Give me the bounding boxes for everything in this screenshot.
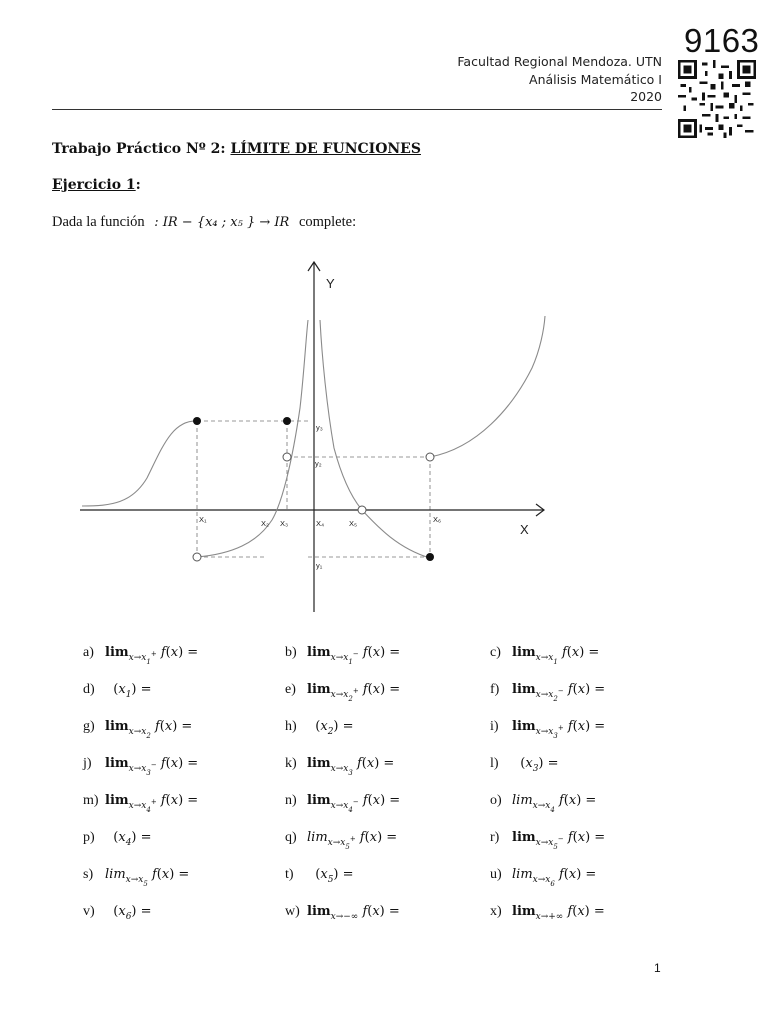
closed-point-x6 bbox=[426, 553, 434, 561]
exercise-item-d: d) $(x_1)$ = bbox=[83, 682, 152, 700]
practice-title bbox=[52, 141, 421, 157]
exercise-item-q: q) $\lim_{x\to x_5^+} f(x)$ = bbox=[285, 830, 398, 851]
exercise-heading bbox=[52, 177, 141, 193]
function-domain: : IR − {x₄ ; x₅ } → IR bbox=[154, 215, 290, 230]
open-point-x1 bbox=[193, 553, 201, 561]
exercise-item-u: u) $\lim_{x\to x_6} f(x)$ = bbox=[490, 867, 597, 888]
exercise-item-v: v) $(x_6)$ = bbox=[83, 904, 152, 922]
axis-label-x: X bbox=[520, 522, 529, 537]
x-label-3: X₃ bbox=[280, 519, 289, 528]
exercise-item-l: l) $(x_3)$ = bbox=[490, 756, 559, 774]
exercise-item-a: a) $\lim_{x\to x_1^+} f(x)$ = bbox=[83, 645, 199, 666]
y-label-1: y₁ bbox=[316, 561, 323, 570]
exercise-item-w: w) $\lim_{x\to-\infty} f(x)$ = bbox=[285, 904, 400, 922]
open-point-x3 bbox=[283, 453, 291, 461]
intro-text: Dada la función bbox=[52, 214, 145, 230]
exercise-item-p: p) $(x_4)$ = bbox=[83, 830, 152, 848]
axis-label-y: Y bbox=[326, 276, 335, 291]
closed-point-x3 bbox=[283, 417, 291, 425]
curve-center-right bbox=[320, 320, 362, 510]
header-divider bbox=[52, 109, 662, 110]
curve-lower bbox=[197, 320, 308, 557]
x-label-6: X₆ bbox=[433, 515, 442, 524]
curve-dip bbox=[362, 510, 430, 558]
exercise-item-h: h) $(x_2)$ = bbox=[285, 719, 354, 737]
exercise-item-c: c) $\lim_{x\to x_1} f(x)$ = bbox=[490, 645, 600, 666]
exercise-item-j: j) $\lim_{x\to x_3^-} f(x)$ = bbox=[83, 756, 199, 777]
exercise-item-o: o) $\lim_{x\to x_4} f(x)$ = bbox=[490, 793, 597, 814]
document-number: 9163 bbox=[684, 22, 760, 59]
intro-complete: complete: bbox=[298, 214, 357, 230]
course-year: 2020 bbox=[630, 89, 662, 104]
x-label-1: X₁ bbox=[199, 515, 207, 524]
exercise-item-g: g) $\lim_{x\to x_2} f(x)$ = bbox=[83, 719, 193, 740]
function-graph bbox=[72, 258, 552, 616]
exercise-item-x: x) $\lim_{x\to+\infty} f(x)$ = bbox=[490, 904, 605, 922]
exercise-item-k: k) $\lim_{x\to x_3} f(x)$ = bbox=[285, 756, 395, 777]
closed-point-x1 bbox=[193, 417, 201, 425]
exercise-item-f: f) $\lim_{x\to x_2^-} f(x)$ = bbox=[490, 682, 606, 703]
exercise-colon: : bbox=[135, 177, 141, 193]
exercise-item-e: e) $\lim_{x\to x_2^+} f(x)$ = bbox=[285, 682, 401, 703]
open-point-x6 bbox=[426, 453, 434, 461]
exercise-item-s: s) $\lim_{x\to x_5} f(x)$ = bbox=[83, 867, 190, 888]
exercise-item-m: m) $\lim_{x\to x_4^+} f(x)$ = bbox=[83, 793, 199, 814]
exercise-label: Ejercicio 1 bbox=[52, 177, 136, 193]
x-label-5: X₅ bbox=[349, 519, 358, 528]
institution-name: Facultad Regional Mendoza. UTN bbox=[457, 54, 662, 69]
exercise-item-n: n) $\lim_{x\to x_4^-} f(x)$ = bbox=[285, 793, 401, 814]
exercise-intro bbox=[52, 214, 356, 231]
exercise-item-i: i) $\lim_{x\to x_3^+} f(x)$ = bbox=[490, 719, 606, 740]
curve-left bbox=[82, 421, 197, 506]
practice-title-prefix: Trabajo Práctico Nº 2: bbox=[52, 141, 231, 157]
open-point-x5 bbox=[358, 506, 366, 514]
curve-right bbox=[430, 316, 545, 457]
qr-code-icon bbox=[678, 60, 756, 138]
x-label-4: X₄ bbox=[316, 519, 325, 528]
x-label-2: X₂ bbox=[261, 519, 269, 528]
y-label-3: y₃ bbox=[316, 423, 323, 432]
practice-title-topic: LÍMITE DE FUNCIONES bbox=[230, 141, 421, 157]
course-name: Análisis Matemático I bbox=[529, 72, 662, 87]
exercise-item-r: r) $\lim_{x\to x_5^-} f(x)$ = bbox=[490, 830, 606, 851]
page-number: 1 bbox=[654, 961, 661, 975]
exercise-item-b: b) $\lim_{x\to x_1^-} f(x)$ = bbox=[285, 645, 401, 666]
y-label-2: y₂ bbox=[315, 459, 322, 468]
exercise-item-t: t) $(x_5)$ = bbox=[285, 867, 354, 885]
